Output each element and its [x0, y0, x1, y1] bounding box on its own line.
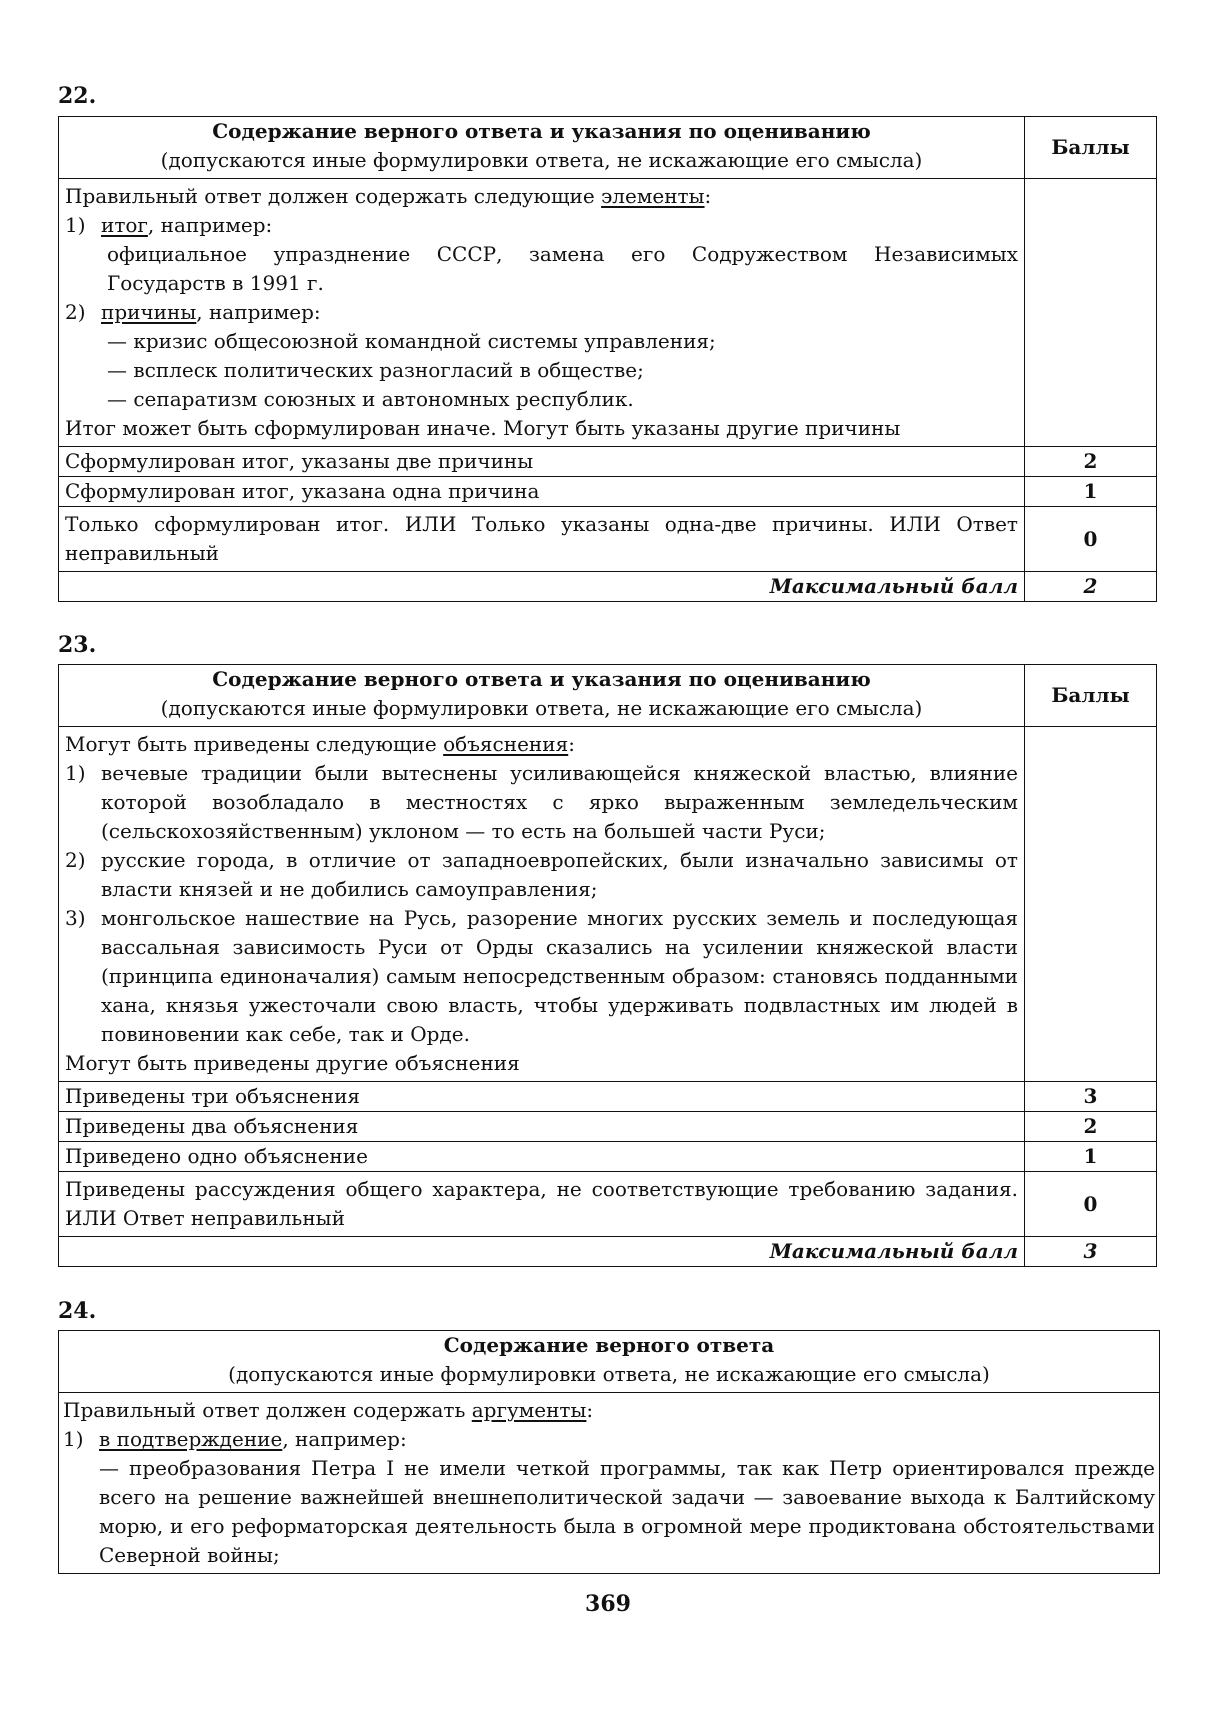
q24-item-1: 1) в подтверждение, например:: [63, 1427, 407, 1451]
q22-item-1: 1) итог, например:: [65, 213, 273, 237]
q22-criterion-row: [59, 507, 1157, 572]
q22-points-header: Баллы: [1025, 117, 1157, 179]
q22-criterion-points: 0: [1025, 507, 1157, 572]
q22-note: Итог может быть сформулирован иначе. Могут быть указаны другие причины: [65, 416, 901, 440]
q23-criterion-points: 1: [1025, 1142, 1157, 1172]
q23-criterion-text: Приведены два объяснения: [59, 1112, 1025, 1142]
q22-criterion-points: 1: [1025, 477, 1157, 507]
q22-criterion-text: Сформулирован итог, указаны две причины: [59, 447, 1025, 477]
q23-table: [58, 664, 1157, 1267]
q23-criterion-points: 0: [1025, 1172, 1157, 1237]
q23-criterion-text: Приведено одно объяснение: [59, 1142, 1025, 1172]
q23-max-label: Максимальный балл: [59, 1237, 1025, 1267]
q22-reason: — сепаратизм союзных и автономных республик.: [107, 387, 634, 411]
q23-header-subtitle: (допускаются иные формулировки ответа, не искажающие его смысла): [160, 696, 923, 720]
q23-criterion-points: 3: [1025, 1082, 1157, 1112]
question-number-23: 23.: [58, 632, 97, 658]
q23-item: 3) монгольское нашествие на Русь, разорение многих русских земель и последующая вассальная зависимость Руси от Орды сказались на усилении княжеской власти (принципа единоначалия) самым непосредственным образом: становясь подданными хана, князья ужесточали свою власть, чтобы удерживать подвластных им людей в повиновении как себе, так и Орде.: [65, 906, 1018, 1046]
page-number: 369: [585, 1591, 631, 1617]
q23-max-value: 3: [1025, 1237, 1157, 1267]
q22-answer-content: [59, 179, 1025, 447]
q23-criterion-text: Приведены три объяснения: [59, 1082, 1025, 1112]
q24-header-subtitle: (допускаются иные формулировки ответа, не искажающие его смысла): [228, 1362, 990, 1386]
q23-criterion-row: [59, 1112, 1157, 1142]
q22-intro: Правильный ответ должен содержать следующие элементы:: [65, 184, 712, 208]
q24-item-1-text: — преобразования Петра I не имели четкой программы, так как Петр ориентировался прежде всего на решение важнейшей внешнеполитической задачи — завоевание выхода к Балтийскому морю, и его реформаторская деятельность была в огромной мере продиктована обстоятельствами Северной войны;: [99, 1456, 1155, 1567]
q22-max-label: Максимальный балл: [59, 572, 1025, 602]
q22-criterion-row: [59, 447, 1157, 477]
q22-max-value: 2: [1025, 572, 1157, 602]
q22-criterion-text: Только сформулирован итог. ИЛИ Только указаны одна-две причины. ИЛИ Ответ неправильный: [59, 507, 1025, 572]
q22-reason: — всплеск политических разногласий в обществе;: [107, 358, 644, 382]
q24-answer-content: [59, 1393, 1160, 1574]
q22-header-title: Содержание верного ответа и указания по оцениванию: [212, 119, 871, 143]
q22-reason: — кризис общесоюзной командной системы управления;: [107, 329, 716, 353]
q23-criterion-row: [59, 1172, 1157, 1237]
q22-table: [58, 116, 1157, 602]
q23-criterion-text: Приведены рассуждения общего характера, не соответствующие требованию задания. ИЛИ Ответ неправильный: [59, 1172, 1025, 1237]
q24-intro: Правильный ответ должен содержать аргументы:: [63, 1398, 594, 1422]
q23-intro: Могут быть приведены следующие объяснения:: [65, 732, 575, 756]
q22-criterion-row: [59, 477, 1157, 507]
q22-criterion-text: Сформулирован итог, указана одна причина: [59, 477, 1025, 507]
q23-answer-points-empty: [1025, 727, 1157, 1082]
q23-header: [59, 665, 1025, 727]
q24-header: [59, 1331, 1160, 1393]
q23-note: Могут быть приведены другие объяснения: [65, 1051, 520, 1075]
question-number-22: 22.: [58, 83, 97, 109]
q22-header: [59, 117, 1025, 179]
q24-header-title: Содержание верного ответа: [443, 1333, 775, 1357]
q22-answer-points-empty: [1025, 179, 1157, 447]
q23-points-header: Баллы: [1025, 665, 1157, 727]
q22-item-1-text: официальное упразднение СССР, замена его Содружеством Независимых Государств в 1991 г.: [107, 242, 1018, 295]
q22-max-row: [59, 572, 1157, 602]
q23-item: 1) вечевые традиции были вытеснены усиливающейся княжеской властью, влияние которой возобладало в местностях с ярко выраженным земледельческим (сельскохозяйственным) уклоном — то есть на большей части Руси;: [65, 761, 1018, 843]
q23-header-title: Содержание верного ответа и указания по оцениванию: [212, 667, 871, 691]
q24-table: [58, 1330, 1160, 1574]
q23-max-row: [59, 1237, 1157, 1267]
q22-criterion-points: 2: [1025, 447, 1157, 477]
q23-criterion-row: [59, 1142, 1157, 1172]
q23-criterion-points: 2: [1025, 1112, 1157, 1142]
question-number-24: 24.: [58, 1298, 97, 1324]
q22-item-2: 2) причины, например:: [65, 300, 321, 324]
q23-answer-content: [59, 727, 1025, 1082]
q23-criterion-row: [59, 1082, 1157, 1112]
q22-header-subtitle: (допускаются иные формулировки ответа, не искажающие его смысла): [160, 148, 923, 172]
q23-item: 2) русские города, в отличие от западноевропейских, были изначально зависимы от власти князей и не добились самоуправления;: [65, 848, 1018, 901]
